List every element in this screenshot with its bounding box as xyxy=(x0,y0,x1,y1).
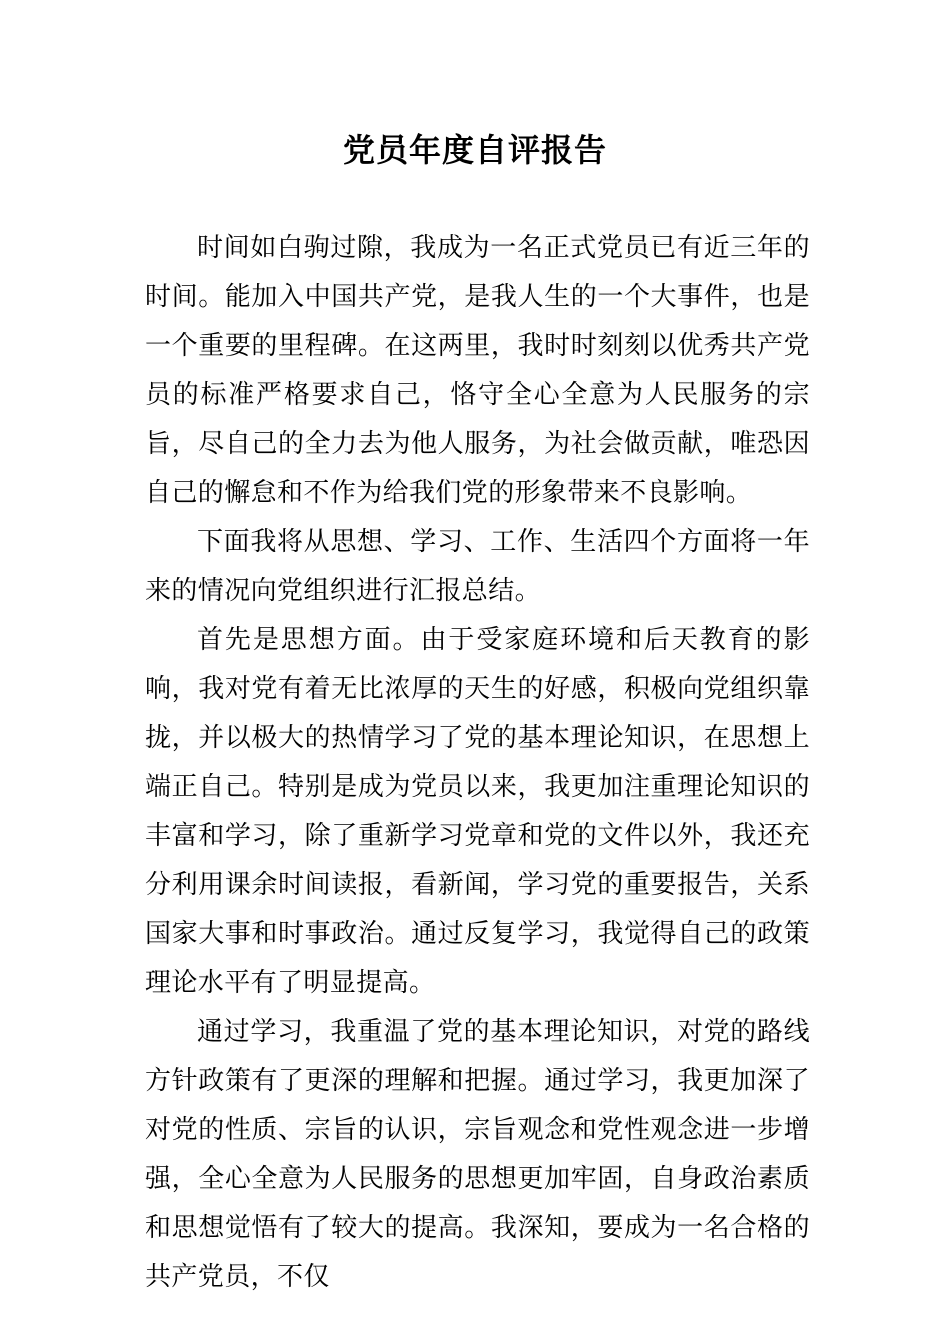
paragraph-1: 时间如白驹过隙，我成为一名正式党员已有近三年的时间。能加入中国共产党，是我人生的一个大事件，也是一个重要的里程碑。在这两里，我时时刻刻以优秀共产党员的标准严格要求自己，恪守全心全意为人民服务的宗旨，尽自己的全力去为他人服务，为社会做贡献，唯恐因自己的懈怠和不作为给我们党的形象带来不良影响。 xyxy=(145,233,810,508)
document-body xyxy=(145,224,810,1302)
paragraph-4: 通过学习，我重温了党的基本理论知识，对党的路线方针政策有了更深的理解和把握。通过学习，我更加深了对党的性质、宗旨的认识，宗旨观念和党性观念进一步增强，全心全意为人民服务的思想更加牢固，自身政治素质和思想觉悟有了较大的提高。我深知，要成为一名合格的共产党员，不仅 xyxy=(145,1017,810,1292)
paragraph-3: 首先是思想方面。由于受家庭环境和后天教育的影响，我对党有着无比浓厚的天生的好感，积极向党组织靠拢，并以极大的热情学习了党的基本理论知识，在思想上端正自己。特别是成为党员以来，我更加注重理论知识的丰富和学习，除了重新学习党章和党的文件以外，我还充分利用课余时间读报，看新闻，学习党的重要报告，关系国家大事和时事政治。通过反复学习，我觉得自己的政策理论水平有了明显提高。 xyxy=(145,625,810,998)
document-title: 党员年度自评报告 xyxy=(342,131,607,169)
paragraph-2: 下面我将从思想、学习、工作、生活四个方面将一年来的情况向党组织进行汇报总结。 xyxy=(145,527,810,606)
